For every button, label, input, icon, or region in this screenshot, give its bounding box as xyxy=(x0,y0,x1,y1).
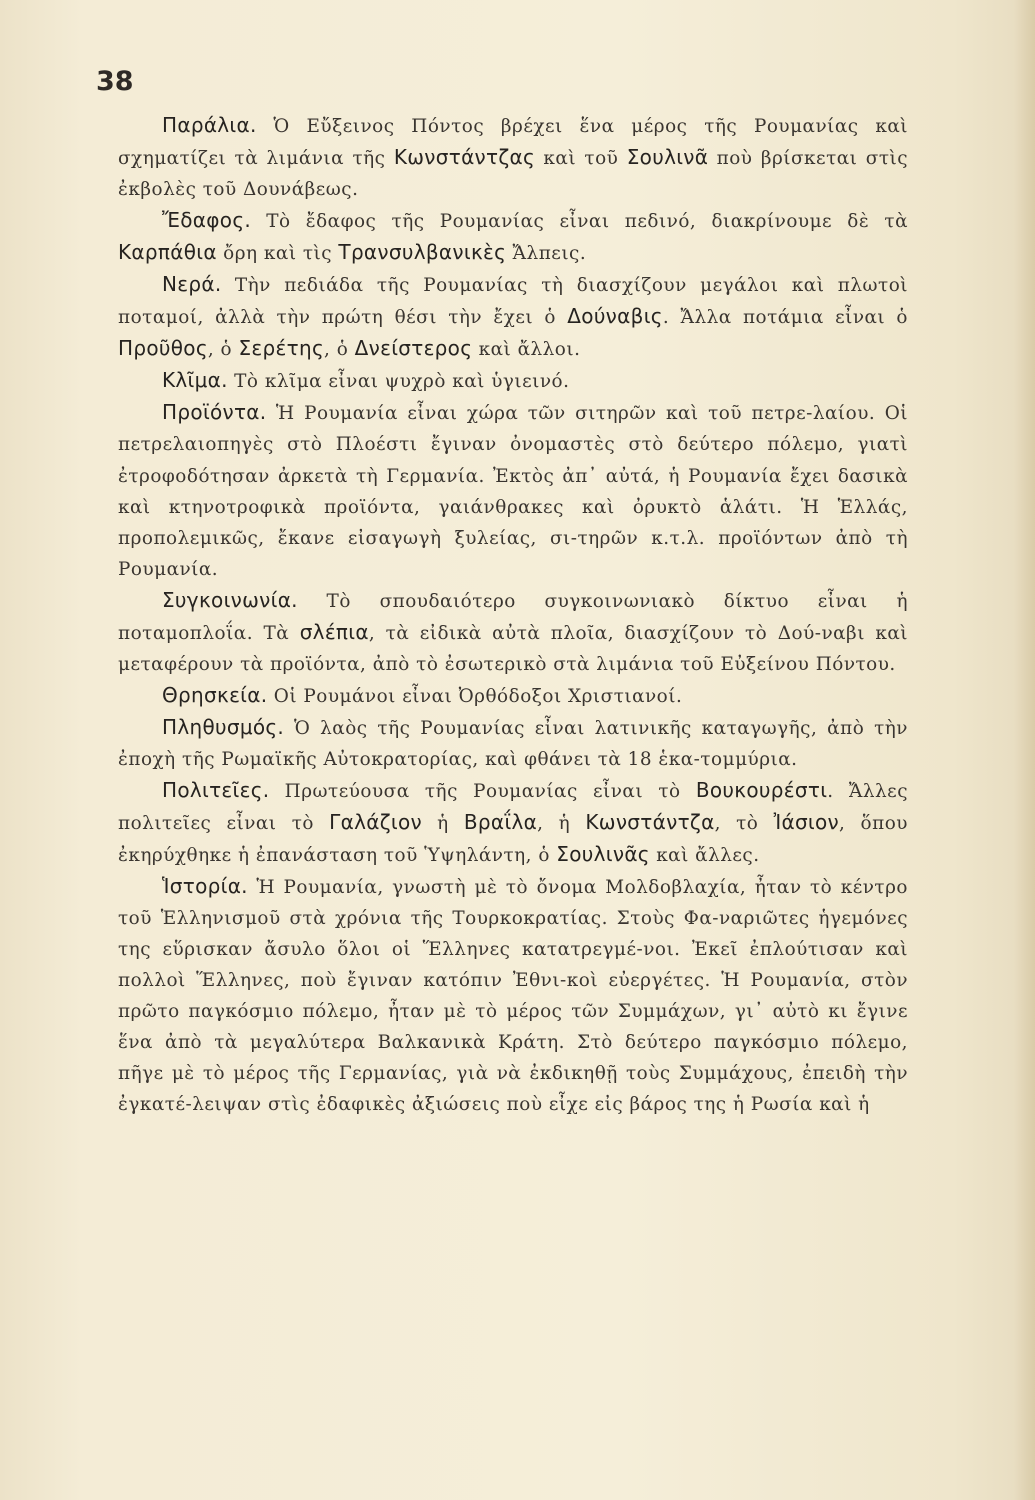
body-text: ὄρη καὶ τὶς xyxy=(216,243,339,265)
body-text: καὶ ἄλλοι. xyxy=(472,339,581,361)
emphasized-name: Καρπάθια xyxy=(118,240,217,265)
body-text: Τὸ σπουδαιότερο συγκοινωνιακὸ δίκτυο εἶναι ἡ ποταμοπλοΐα. Τὰ xyxy=(118,590,908,644)
paragraph xyxy=(118,365,908,397)
emphasized-name: Γαλάζιον xyxy=(329,810,422,835)
body-text: Πρωτεύουσα τῆς Ρουμανίας εἶναι τὸ xyxy=(269,780,696,802)
page-edge xyxy=(1013,0,1035,1500)
body-text: , ὅπου ἐκηρύχθηκε ἡ ἐπανάσταση τοῦ Ὑψηλάντη, ὁ xyxy=(118,813,908,867)
paragraph xyxy=(118,585,908,680)
emphasized-name: Κωνστάντζα xyxy=(585,810,715,835)
section-heading: Παράλια. xyxy=(162,113,257,137)
body-text: , τὰ εἰδικὰ αὐτὰ πλοῖα, διασχίζουν τὸ Δού-ναβι καὶ μεταφέρουν τὰ προϊόντα, ἀπὸ τὸ ἐσωτερικὸ στὰ λιμάνια τοῦ Εὐξείνου Πόντου. xyxy=(118,622,908,675)
body-text: , ἡ xyxy=(537,813,586,835)
emphasized-name: Προῦθος xyxy=(118,336,208,361)
paragraph xyxy=(118,205,908,269)
paragraph xyxy=(118,680,908,712)
body-text: Ὁ λαὸς τῆς Ρουμανίας εἶναι λατινικῆς καταγωγῆς, ἀπὸ τὴν ἐποχὴ τῆς Ρωμαϊκῆς Αὐτοκρατορίας, καὶ φθάνει τὰ 18 ἑκα-τομμύρια. xyxy=(118,717,908,770)
paragraph xyxy=(118,871,908,1120)
body-text: ποὺ βρίσκεται στὶς ἐκβολὲς τοῦ Δουνάβεως. xyxy=(118,148,908,201)
emphasized-name: Κωνστάντζας xyxy=(393,145,536,170)
section-heading: Συγκοινωνία. xyxy=(162,587,298,612)
body-text: καὶ τοῦ xyxy=(535,148,627,170)
body-text: Τὸ ἔδαφος τῆς Ρουμανίας εἶναι πεδινό, διακρίνουμε δὲ τὰ xyxy=(251,211,908,233)
body-text: ἡ xyxy=(421,813,464,835)
paragraph xyxy=(118,110,908,205)
section-heading: Κλῖμα. xyxy=(162,368,228,393)
emphasized-name: σλέπια xyxy=(299,619,369,644)
page-number: 38 xyxy=(96,66,134,97)
body-text: Ὁ Εὔξεινος Πόντος βρέχει ἕνα μέρος τῆς Ρουμανίας καὶ σχηματίζει τὰ λιμάνια τῆς xyxy=(118,116,908,170)
emphasized-name: Σουλινᾶς xyxy=(556,842,650,867)
section-heading: Πληθυσμός. xyxy=(162,714,285,739)
body-text: . Ἄλλες πολιτεῖες εἶναι τὸ xyxy=(118,780,909,835)
body-text: , τὸ xyxy=(714,813,774,835)
paragraph xyxy=(118,269,908,365)
paragraph xyxy=(118,397,908,584)
body-text: Οἱ Ρουμάνοι εἶναι Ὀρθόδοξοι Χριστιανοί. xyxy=(267,685,683,707)
body-text: . Ἄλλα ποτάμια εἶναι ὁ xyxy=(662,307,908,329)
section-heading: Νερά. xyxy=(162,272,222,297)
section-heading: Ἔδαφος. xyxy=(162,208,252,233)
body-text: Τὴν πεδιάδα τῆς Ρουμανίας τὴ διασχίζουν μεγάλοι καὶ πλωτοὶ ποταμοί, ἀλλὰ τὴν πρώτη θέσι τὴν ἔχει ὁ xyxy=(118,275,908,329)
emphasized-name: Σουλινᾶ xyxy=(626,145,709,170)
body-text: Τὸ κλῖμα εἶναι ψυχρὸ καὶ ὑγιεινό. xyxy=(227,371,570,393)
emphasized-name: Βραΐλα xyxy=(463,810,538,835)
section-heading: Θρησκεία. xyxy=(162,682,268,707)
emphasized-name: Δνείστερος xyxy=(354,336,473,361)
section-heading: Προϊόντα. xyxy=(162,400,267,425)
section-heading: Ἱστορία. xyxy=(162,874,248,899)
body-text: καὶ ἄλλες. xyxy=(649,845,760,867)
body-text: Ἄλπεις. xyxy=(506,243,587,265)
body-text: Ἡ Ρουμανία εἶναι χώρα τῶν σιτηρῶν καὶ τοῦ πετρε-λαίου. Οἱ πετρελαιοπηγὲς στὸ Πλοέστι ἔγιναν ὀνομαστὲς στὸ δεύτερο πόλεμο, γιατὶ ἐτροφοδότησαν ἀρκετὰ τὴ Γερμανία. Ἐκτὸς ἀπ᾽ αὐτά, ἡ Ρουμανία ἔχει δασικὰ καὶ κτηνοτροφικὰ προϊόντα, γαιάνθρακες καὶ ὀρυκτὸ ἁλάτι. Ἡ Ἑλλάς, προπολεμικῶς, ἔκανε εἰσαγωγὴ ξυλείας, σι-τηρῶν κ.τ.λ. προϊόντων ἀπὸ τὴ Ρουμανία. xyxy=(118,403,908,580)
section-heading: Πολιτεῖες. xyxy=(162,777,270,802)
emphasized-name: Σερέτης xyxy=(238,336,324,361)
paragraph xyxy=(118,775,908,871)
paragraph xyxy=(118,712,908,775)
page-text xyxy=(118,110,908,1121)
body-text: , ὁ xyxy=(324,339,355,361)
emphasized-name: Βουκουρέστι xyxy=(695,777,828,802)
emphasized-name: Τρανσυλβανικὲς xyxy=(338,240,507,265)
emphasized-name: Δούναβις xyxy=(567,304,663,329)
emphasized-name: Ἰάσιον xyxy=(773,810,840,835)
body-text: Ἡ Ρουμανία, γνωστὴ μὲ τὸ ὄνομα Μολδοβλαχία, ἦταν τὸ κέντρο τοῦ Ἑλληνισμοῦ στὰ χρόνια τῆς Τουρκοκρατίας. Στοὺς Φα-ναριῶτες ἡγεμόνες της εὕρισκαν ἄσυλο ὅλοι οἱ Ἕλληνες κατατρεγμέ-νοι. Ἐκεῖ ἐπλούτισαν καὶ πολλοὶ Ἕλληνες, ποὺ ἔγιναν κατόπιν Ἐθνι-κοὶ εὐεργέτες. Ἡ Ρουμανία, στὸν πρῶτο παγκόσμιο πόλεμο, ἦταν μὲ τὸ μέρος τῶν Συμμάχων, γι᾽ αὐτὸ κι ἔγινε ἕνα ἀπὸ τὰ μεγαλύτερα Βαλκανικὰ Κράτη. Στὸ δεύτερο παγκόσμιο πόλεμο, πῆγε μὲ τὸ μέρος τῆς Γερμανίας, γιὰ νὰ ἐκδικηθῇ τοὺς Συμμάχους, ἐπειδὴ τὴν ἐγκατέ-λειψαν στὶς ἐδαφικὲς ἀξιώσεις ποὺ εἶχε εἰς βάρος της ἡ Ρωσία καὶ ἡ xyxy=(118,877,908,1116)
body-text: , ὁ xyxy=(207,339,239,361)
